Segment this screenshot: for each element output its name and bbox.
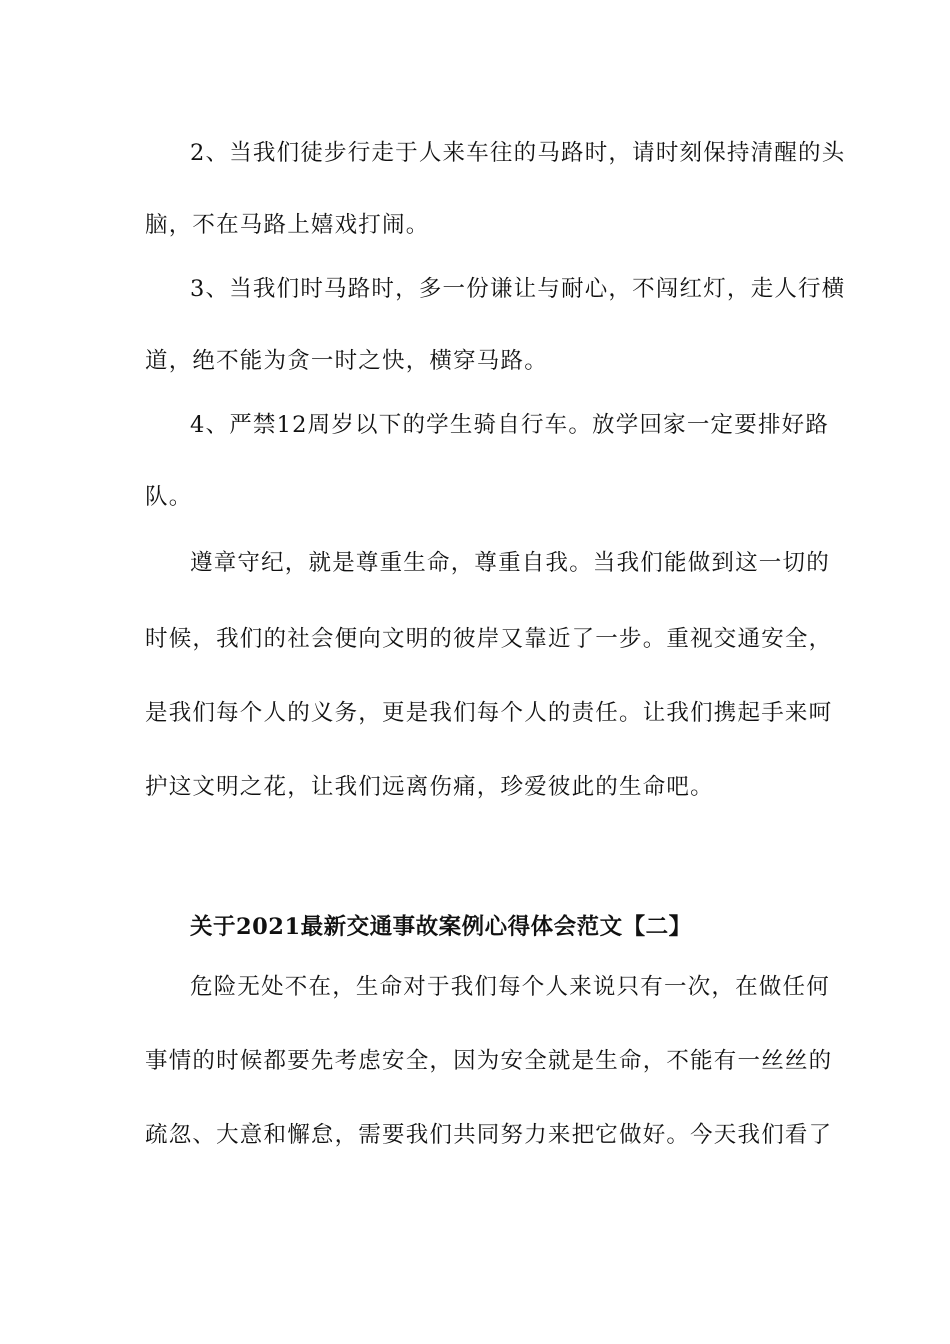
paragraph-3-line-1: 3、当我们时马路时，多一份谦让与耐心，不闯红灯，走人行横 bbox=[190, 276, 846, 302]
section-paragraph-line-2: 事情的时候都要先考虑安全，因为安全就是生命，不能有一丝丝的 bbox=[145, 1048, 833, 1074]
paragraph-2-line-2: 脑，不在马路上嬉戏打闹。 bbox=[145, 212, 430, 238]
closing-paragraph-line-1: 遵章守纪，就是尊重生命，尊重自我。当我们能做到这一切的 bbox=[190, 550, 830, 576]
paragraph-2-line-1: 2、当我们徒步行走于人来车往的马路时，请时刻保持清醒的头 bbox=[190, 140, 846, 166]
section-paragraph-line-1: 危险无处不在，生命对于我们每个人来说只有一次，在做任何 bbox=[190, 974, 830, 1000]
section-paragraph-line-3: 疏忽、大意和懈怠，需要我们共同努力来把它做好。今天我们看了 bbox=[145, 1122, 833, 1148]
paragraph-4-line-1: 4、严禁12周岁以下的学生骑自行车。放学回家一定要排好路 bbox=[190, 412, 830, 438]
section-heading: 关于2021最新交通事故案例心得体会范文【二】 bbox=[190, 914, 692, 940]
paragraph-3-line-2: 道，绝不能为贪一时之快，横穿马路。 bbox=[145, 348, 548, 374]
paragraph-4-line-2: 队。 bbox=[145, 484, 193, 510]
closing-paragraph-line-3: 是我们每个人的义务，更是我们每个人的责任。让我们携起手来呵 bbox=[145, 700, 833, 726]
closing-paragraph-line-2: 时候，我们的社会便向文明的彼岸又靠近了一步。重视交通安全， bbox=[145, 626, 833, 652]
closing-paragraph-line-4: 护这文明之花，让我们远离伤痛，珍爱彼此的生命吧。 bbox=[145, 774, 714, 800]
